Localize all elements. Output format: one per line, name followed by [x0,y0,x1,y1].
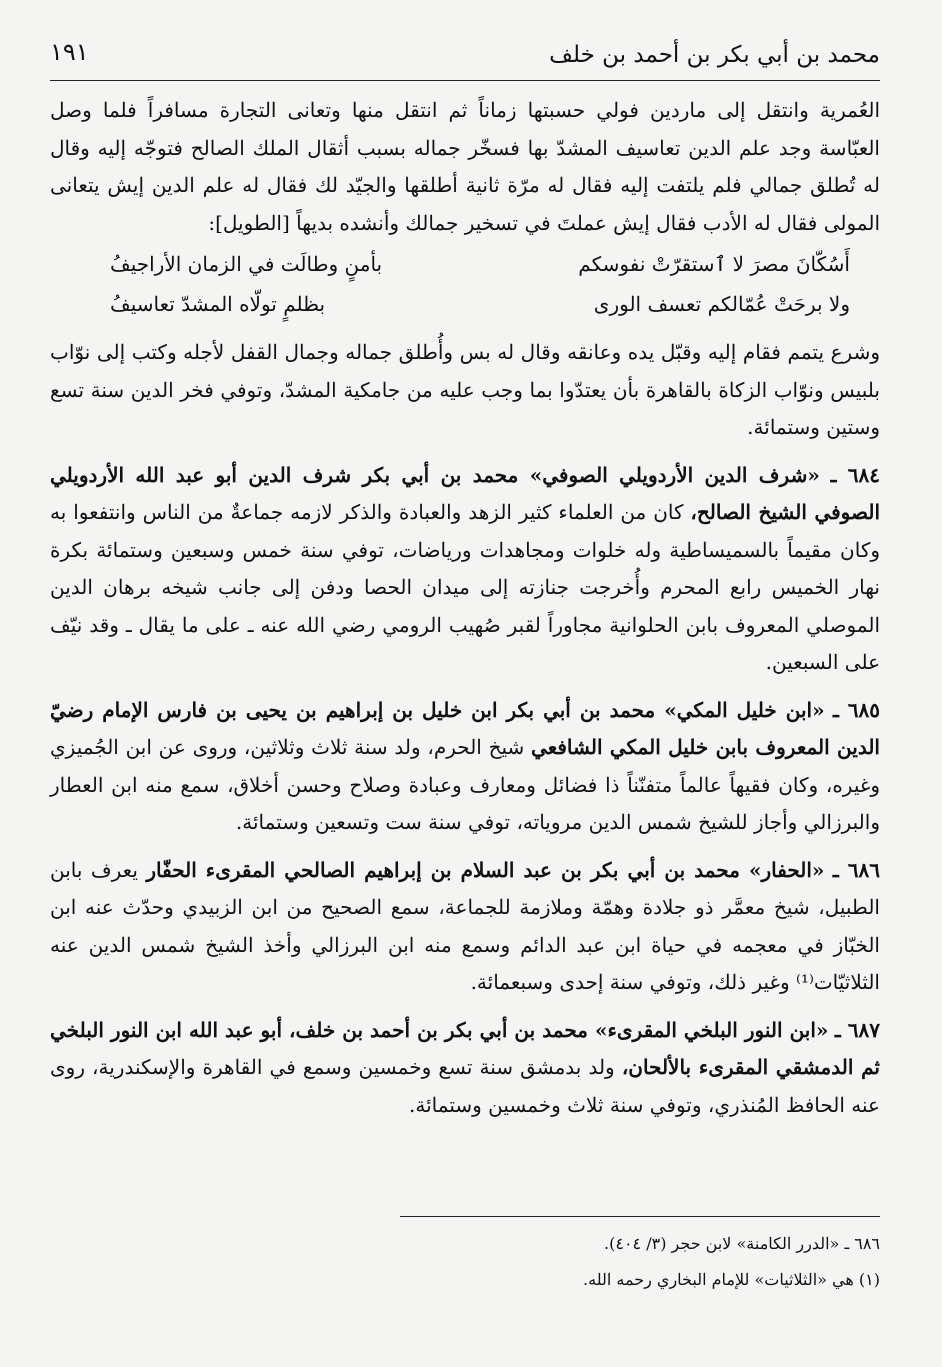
entry-text: يعرف بابن الطبيل، شيخ معمَّر ذو جلادة وهمّة وملازمة للجماعة، سمع الصحيح من ابن الزبيدي وحدّث عنه ابن الخبّاز في معجمه في حياة ابن عبد الدائم وسمع منه ابن البرزالي وأخذ الشيخ شمس الدين عنه الثلاثيّات⁽¹⁾ وغير ذلك، وتوفي سنة إحدى وسبعمائة. [50,857,880,994]
poem [50,244,880,326]
footnote-rule [400,1216,880,1217]
entry-text: شيخ الحرم، ولد سنة ثلاث وثلاثين، وروى عن ابن الجُميزي وغيره، وكان فقيهاً عالماً متفنّناً ذا فضائل ومعارف وعبادة وصلاح وحسن أخلاق، سمع منه ابن العطار والبرزالي وأجاز للشيخ شمس الدين مروياته، توفي سنة ست وتسعين وستمائة. [50,735,880,834]
verse-2-first-hemistich: ولا برحَتْ عُمّالكم تعسف الورى [593,292,850,316]
entry-number: ٦٨٥ ـ [832,697,880,722]
entry-heading: «الحفار» محمد بن أبي بكر بن عبد السلام بن إبراهيم الصالحي المقرىء الحفّار [146,857,825,882]
header-rule [50,80,880,81]
footnote-source: ٦٨٦ ـ «الدرر الكامنة» لابن حجر (٣/ ٤٠٤). [604,1234,880,1253]
poem-verse-1 [90,246,850,286]
footnotes [50,1226,880,1298]
entry-686 [50,852,880,1002]
page-number: ١٩١ [50,38,89,66]
entry-685 [50,692,880,842]
entry-text: ولد بدمشق سنة تسع وخمسين وسمع في القاهرة والإسكندرية، روى عنه الحافظ المُنذري، وتوفي سنة ثلاث وخمسين وستمائة. [50,1055,880,1117]
verse-2-second-hemistich: بظلمٍ تولّاه المشدّ تعاسيفُ [110,292,326,316]
entry-number: ٦٨٤ ـ [830,462,881,487]
intro-paragraph: العُمرية وانتقل إلى ماردين فولي حسبتها زماناً ثم انتقل منها وتعانى التجارة مسافراً فلما وصل العبّاسة وجد علم الدين تعاسيف المشدّ بها فسخّر جماله بسبب أثقال الملك الصالح فتوجّه إليه وقال له تُطلق جمالي فلم يلتفت إليه فقال له مرّة ثانية أطلقها والجيّد لك فقال له علم الدين إيش يتعانى المولى فقال له الأدب فقال إيش عملتَ في تسخير جمالك وأنشده بديهاً [الطويل]: [50,98,880,235]
running-head [50,32,880,76]
footnote-1: (١) هي «الثلاثيات» للإمام البخاري رحمه الله. [583,1270,880,1289]
entry-text: كان من العلماء كثير الزهد والعبادة والذكر لازمه جماعةٌ من الناس وانتفعوا به وكان مقيماً بالسميساطية وله خلوات ومجاهدات ورياضات، توفي سنة خمس وسبعين وستمائة بكرة نهار الخميس رابع المحرم وأُخرجت جنازته إلى ميدان الحصا ودفن إلى جانب شيخه برهان الدين الموصلي المعروف بابن الحلوانية مجاوراً لقبر صُهيب الرومي رضي الله عنه ـ على ما يقال ـ وقد نيّف على السبعين. [50,500,880,674]
entry-number: ٦٨٧ ـ [834,1017,880,1042]
poem-verse-2 [90,286,850,326]
entry-687 [50,1012,880,1125]
main-text [50,92,880,1124]
closing-paragraph: وشرع يتمم فقام إليه وقبّل يده وعانقه وقال له بس وأُطلق جماله وجمال القفل لأجله وكتب إلى نوّاب بلبيس ونوّاب الزكاة بالقاهرة بأن يعتدّوا بما وجب عليه من جامكية المشدّ، وتوفي فخر الدين سنة تسع وستين وستمائة. [50,340,880,439]
entry-heading: «شرف الدين الأردويلي الصوفي» محمد بن أبي بكر شرف الدين أبو عبد الله الأردويلي الصوفي الشيخ الصالح، [50,462,881,524]
verse-1-second-hemistich: بأمنٍ وطالَت في الزمان الأراجيفُ [110,252,383,276]
entry-number: ٦٨٦ ـ [832,857,880,882]
entry-684 [50,457,880,682]
entry-heading: «ابن خليل المكي» محمد بن أبي بكر ابن خليل بن إبراهيم بن يحيى بن فارس الإمام رضيّ الدين المعروف بابن خليل المكي الشافعي [50,697,880,759]
entry-heading: «ابن النور البلخي المقرىء» محمد بن أبي بكر بن أحمد بن خلف، أبو عبد الله ابن النور البلخي ثم الدمشقي المقرىء بالألحان، [50,1017,880,1079]
running-title: محمد بن أبي بكر بن أحمد بن خلف [549,42,880,68]
verse-1-first-hemistich: أَسُكّانَ مصرَ لا ٱستقرّتْ نفوسكم [578,252,850,276]
